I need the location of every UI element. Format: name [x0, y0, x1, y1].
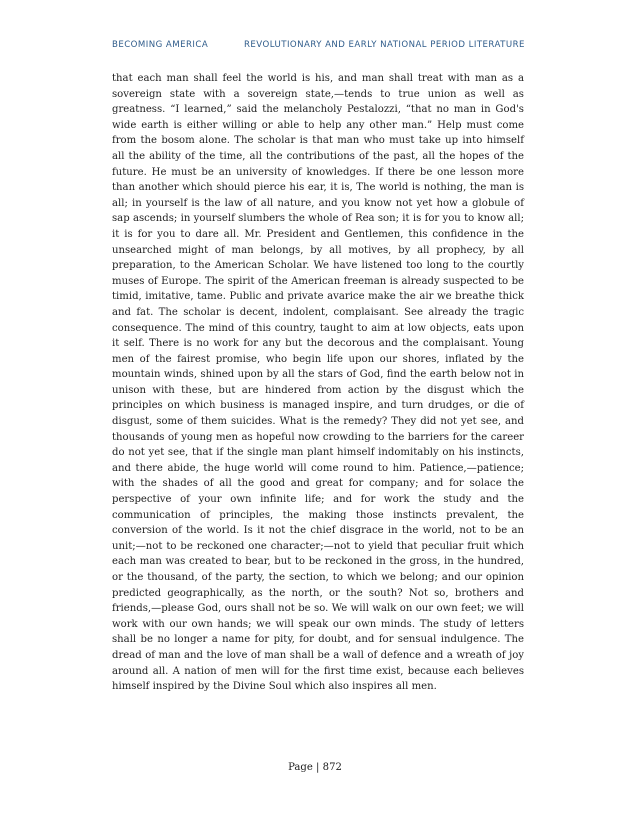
- running-header: [112, 40, 525, 56]
- page-number: Page | 872: [288, 762, 342, 773]
- header-book-title: BECOMING AMERICA: [112, 40, 209, 50]
- header-section-title: REVOLUTIONARY AND EARLY NATIONAL PERIOD LITERATURE: [244, 40, 525, 50]
- body-paragraph: that each man shall feel the world is his, and man shall treat with man as a sovereign state with a sovereign state,—tends to true union as well as greatness. “I learned,” said the melancholy Pestalozzi, “that no man in God's wide earth is either willing or able to help any other man.” Help must come from the bosom alone. The scholar is that man who must take up into himself all the ability of the time, all the contributions of the past, all the hopes of the future. He must be an university of knowledges. If there be one lesson more than another which should pierce his ear, it is, The world is nothing, the man is all; in yourself is the law of all nature, and you know not yet how a globule of sap ascends; in yourself slumbers the whole of Rea son; it is for you to know all; it is for you to dare all. Mr. President and Gentlemen, this confidence in the unsearched might of man belongs, by all motives, by all prophecy, by all preparation, to the American Scholar. We have listened too long to the courtly muses of Europe. The spirit of the American freeman is already suspected to be timid, imitative, tame. Public and private avarice make the air we breathe thick and fat. The scholar is decent, indolent, complaisant. See already the tragic consequence. The mind of this country, taught to aim at low objects, eats upon it self. There is no work for any but the decorous and the complaisant. Young men of the fairest promise, who begin life upon our shores, inflated by the mountain winds, shined upon by all the stars of God, find the earth below not in unison with these, but are hindered from action by the disgust which the principles on which business is managed inspire, and turn drudges, or die of disgust, some of them suicides. What is the remedy? They did not yet see, and thousands of young men as hopeful now crowding to the barriers for the career do not yet see, that if the single man plant himself indomitably on his instincts, and there abide, the huge world will come round to him. Patience,—patience; with the shades of all the good and great for company; and for solace the perspective of your own infinite life; and for work the study and the communication of principles, the making those instincts prevalent, the conversion of the world. Is it not the chief disgrace in the world, not to be an unit;—not to be reckoned one character;—not to yield that peculiar fruit which each man was created to bear, but to be reckoned in the gross, in the hundred, or the thousand, of the party, the section, to which we belong; and our opinion predicted geographically, as the north, or the south? Not so, brothers and friends,—please God, ours shall not be so. We will walk on our own feet; we will work with our own hands; we will speak our own minds. The study of letters shall be no longer a name for pity, for doubt, and for sensual indulgence. The dread of man and the love of man shall be a wall of defence and a wreath of joy around all. A nation of men will for the first time exist, because each believes himself inspired by the Divine Soul which also inspires all men.: [112, 73, 524, 693]
